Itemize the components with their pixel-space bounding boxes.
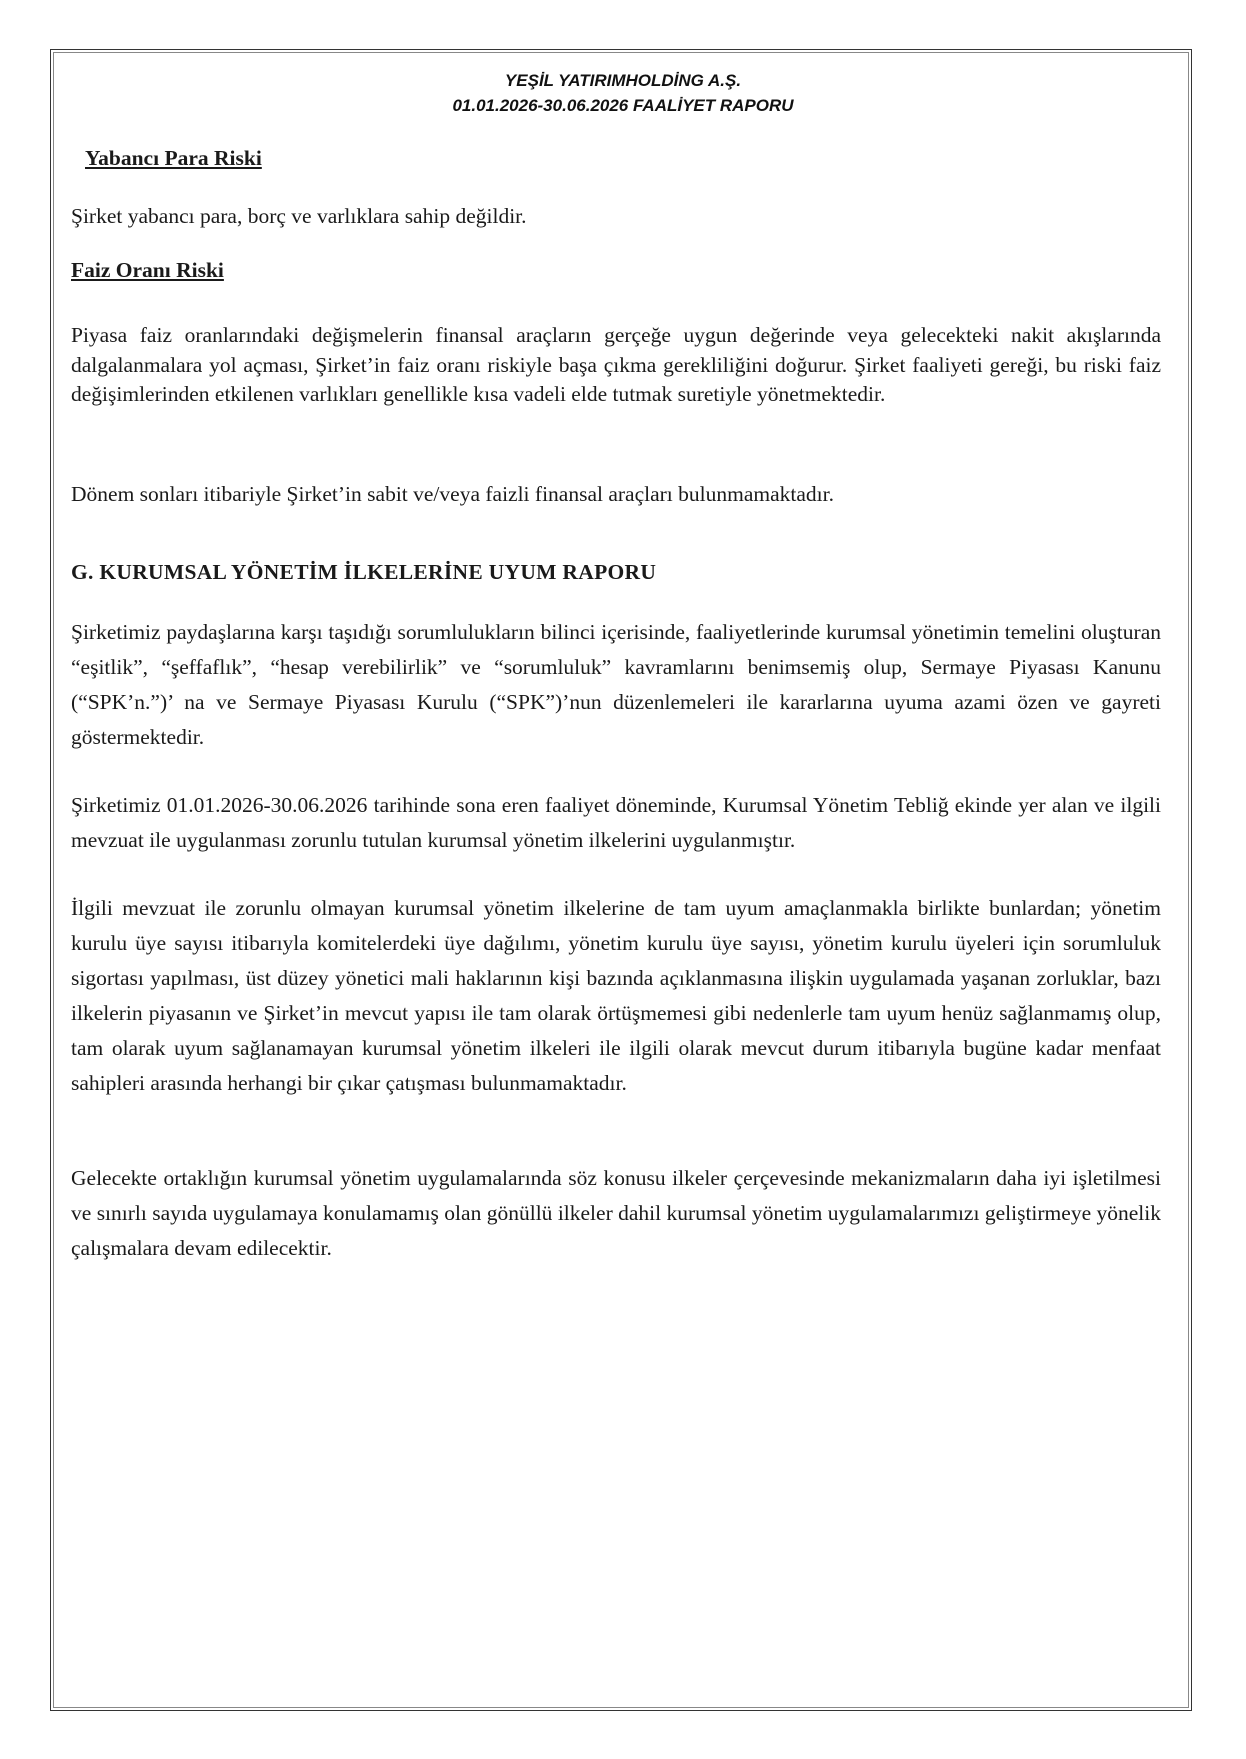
fx-risk-heading: Yabancı Para Riski — [85, 146, 262, 170]
governance-paragraph-4: Gelecekte ortaklığın kurumsal yönetim uygulamalarında söz konusu ilkeler çerçevesinde mekanizmaların daha iyi işletilmesi ve sınırlı sayıda uygulamaya konulamamış olan gönüllü ilkeler dahil kurumsal yönetim uygulamalarımızı geliştirmeye yönelik çalışmalara devam edilecektir. — [71, 1166, 1161, 1260]
interest-risk-text: Piyasa faiz oranlarındaki değişmelerin finansal araçların gerçeğe uygun değerinde veya gelecekteki nakit akışlarında dalgalanmalara yol açması, Şirket’in faiz oranı riskiyle başa çıkma gerekliliğini doğurur. Şirket faaliyeti gereği, bu riski faiz değişimlerinden etkilenen varlıkları genellikle kısa vadeli elde tutmak suretiyle yönetmektedir. — [71, 323, 1161, 406]
governance-paragraph-2: Şirketimiz 01.01.2026-30.06.2026 tarihinde sona eren faaliyet döneminde, Kurumsal Yönetim Tebliğ ekinde yer alan ve ilgili mevzuat ile uygulanması zorunlu tutulan kurumsal yönetim ilkelerini uygulanmıştır. — [71, 793, 1161, 852]
governance-paragraph-1: Şirketimiz paydaşlarına karşı taşıdığı sorumlulukların bilinci içerisinde, faaliyetlerinde kurumsal yönetimin temelini oluşturan “eşitlik”, “şeffaflık”, “hesap verebilirlik” ve “sorumluluk” kavramlarını benimsemiş olup, Sermaye Piyasası Kanunu (“SPK’n.”)’ na ve Sermaye Piyasası Kurulu (“SPK”)’nun düzenlemeleri ile kararlarına uyuma azami özen ve gayreti göstermektedir. — [71, 620, 1161, 749]
governance-paragraph-3: İlgili mevzuat ile zorunlu olmayan kurumsal yönetim ilkelerine de tam uyum amaçlanmakla birlikte bunlardan; yönetim kurulu üye sayısı itibarıyla komitelerdeki üye dağılımı, yönetim kurulu üye sayısı, yönetim kurulu üyeleri için sorumluluk sigortası yapılması, üst düzey yönetici mali haklarının kişi bazında açıklanmasına ilişkin uygulamada yaşanan zorluklar, bazı ilkelerin piyasanın ve Şirket’in mevcut yapısı ile tam olarak örtüşmemesi gibi nedenlerle tam uyum henüz sağlanmamış olup, tam olarak uyum sağlanamayan kurumsal yönetim ilkeleri ile ilgili olarak mevcut durum itibarıyla bugüne kadar menfaat sahipleri arasında herhangi bir çıkar çatışması bulunmamaktadır. — [71, 896, 1161, 1095]
report-title: 01.01.2026-30.06.2026 FAALİYET RAPORU — [452, 96, 794, 115]
page-border — [50, 49, 1192, 1711]
interest-risk-heading: Faiz Oranı Riski — [71, 258, 224, 282]
governance-heading: G. KURUMSAL YÖNETİM İLKELERİNE UYUM RAPORU — [71, 560, 657, 584]
interest-risk-note: Dönem sonları itibariyle Şirket’in sabit ve/veya faizli finansal araçları bulunmamaktadır. — [71, 482, 834, 506]
fx-risk-text: Şirket yabancı para, borç ve varlıklara sahip değildir. — [71, 204, 527, 228]
company-name: YEŞİL YATIRIMHOLDİNG A.Ş. — [504, 71, 742, 90]
